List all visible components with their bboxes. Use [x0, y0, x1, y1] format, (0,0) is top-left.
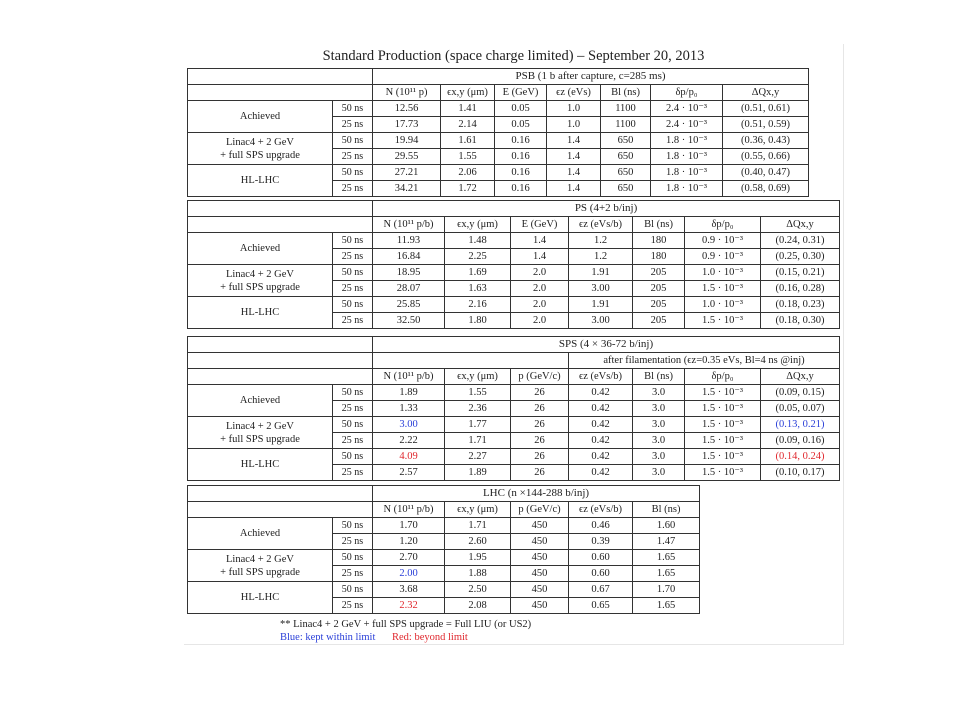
table-cell: 1.4: [511, 249, 569, 265]
table-row: [188, 133, 809, 149]
bunch-spacing-cell: 25 ns: [333, 598, 373, 614]
row-group-label: HL-LHC: [188, 449, 333, 481]
table-cell: 1.4: [547, 133, 601, 149]
table-cell: 27.21: [373, 165, 441, 181]
bunch-spacing-cell: 25 ns: [333, 433, 373, 449]
table-cell: 0.39: [569, 534, 633, 550]
sps-header: SPS (4 × 36-72 b/inj): [373, 337, 840, 353]
bunch-spacing-cell: 50 ns: [333, 165, 373, 181]
column-header: p (GeV/c): [511, 502, 569, 518]
corner-cell: [188, 201, 373, 217]
table-cell: 29.55: [373, 149, 441, 165]
table-cell: 2.70: [373, 550, 445, 566]
table-cell: (0.51, 0.61): [723, 101, 809, 117]
table-cell: 1.65: [633, 598, 700, 614]
legend-blue: Blue: kept within limit: [280, 632, 376, 643]
table-row: [188, 265, 840, 281]
psb-column-header-row: [188, 85, 809, 101]
table-cell: 450: [511, 598, 569, 614]
row-group-label-line: + full SPS upgrade: [220, 566, 300, 578]
column-header: N (10¹¹ p/b): [373, 369, 445, 385]
table-cell: 1.5 · 10⁻³: [685, 313, 761, 329]
table-cell: 1.55: [441, 149, 495, 165]
bunch-spacing-cell: 50 ns: [333, 582, 373, 598]
table-cell: 1.5 · 10⁻³: [685, 401, 761, 417]
lhc-header: LHC (n ×144-288 b/inj): [373, 486, 700, 502]
table-cell: 1.95: [445, 550, 511, 566]
bunch-spacing-cell: 50 ns: [333, 297, 373, 313]
column-header: ΔQx,y: [761, 217, 840, 233]
table-cell: 1.5 · 10⁻³: [685, 417, 761, 433]
table-cell: 1.8 · 10⁻³: [651, 149, 723, 165]
column-header: Bl (ns): [633, 369, 685, 385]
table-cell: 0.42: [569, 417, 633, 433]
table-cell: 26: [511, 465, 569, 481]
table-cell: 2.14: [441, 117, 495, 133]
column-header: Bl (ns): [633, 217, 685, 233]
table-cell: 3.00: [569, 313, 633, 329]
table-cell: 3.00: [569, 281, 633, 297]
table-row: [188, 518, 700, 534]
table-cell: 450: [511, 582, 569, 598]
table-cell: 1.89: [445, 465, 511, 481]
column-header: E (GeV): [511, 217, 569, 233]
table-cell: 1.0: [547, 101, 601, 117]
row-group-label: HL-LHC: [188, 297, 333, 329]
column-header: Bl (ns): [601, 85, 651, 101]
table-cell: 0.9 · 10⁻³: [685, 233, 761, 249]
table-cell: 2.22: [373, 433, 445, 449]
row-group-label-line: Linac4 + 2 GeV: [225, 553, 295, 565]
row-group-label: [188, 550, 333, 582]
row-group-label-line: + full SPS upgrade: [220, 281, 300, 293]
bunch-spacing-cell: 50 ns: [333, 233, 373, 249]
table-cell: 450: [511, 550, 569, 566]
table-cell: 0.42: [569, 385, 633, 401]
bunch-spacing-cell: 25 ns: [333, 117, 373, 133]
table-row: [188, 101, 809, 117]
table-cell: 1.69: [445, 265, 511, 281]
document-page: [184, 44, 844, 645]
corner-cell: [188, 502, 373, 518]
table-cell: 2.27: [445, 449, 511, 465]
table-cell: 1.4: [511, 233, 569, 249]
table-cell: (0.15, 0.21): [761, 265, 840, 281]
table-cell: 205: [633, 265, 685, 281]
bunch-spacing-cell: 25 ns: [333, 313, 373, 329]
ps-header: PS (4+2 b/inj): [373, 201, 840, 217]
table-cell: 1.77: [445, 417, 511, 433]
table-cell: 3.68: [373, 582, 445, 598]
table-cell: 1.61: [441, 133, 495, 149]
bunch-spacing-cell: 50 ns: [333, 417, 373, 433]
table-cell: 2.25: [445, 249, 511, 265]
table-cell: 0.65: [569, 598, 633, 614]
table-cell: 1.4: [547, 149, 601, 165]
row-group-label-line: Linac4 + 2 GeV: [225, 420, 295, 432]
table-cell: (0.10, 0.17): [761, 465, 840, 481]
table-cell: 1.5 · 10⁻³: [685, 281, 761, 297]
row-group-label-line: Linac4 + 2 GeV: [225, 136, 295, 148]
table-cell: 1.41: [441, 101, 495, 117]
table-cell: 1.8 · 10⁻³: [651, 133, 723, 149]
bunch-spacing-cell: 50 ns: [333, 550, 373, 566]
legend-red: Red: beyond limit: [392, 632, 468, 643]
bunch-spacing-cell: 25 ns: [333, 465, 373, 481]
table-cell: 2.60: [445, 534, 511, 550]
table-cell: 34.21: [373, 181, 441, 197]
footnotes: [280, 618, 531, 644]
row-group-label: [188, 265, 333, 297]
table-cell: 650: [601, 165, 651, 181]
bunch-spacing-cell: 25 ns: [333, 149, 373, 165]
bunch-spacing-cell: 50 ns: [333, 133, 373, 149]
ps-table: [187, 200, 840, 329]
column-header: δp/p₀: [685, 369, 761, 385]
table-cell: 2.0: [511, 265, 569, 281]
table-cell: 26: [511, 417, 569, 433]
table-cell: (0.25, 0.30): [761, 249, 840, 265]
psb-header: PSB (1 b after capture, c=285 ms): [373, 69, 809, 85]
table-cell: 1.8 · 10⁻³: [651, 181, 723, 197]
table-cell: 0.16: [495, 181, 547, 197]
table-cell: 0.16: [495, 133, 547, 149]
table-cell: 205: [633, 297, 685, 313]
table-cell: 1.70: [373, 518, 445, 534]
corner-cell: [188, 369, 373, 385]
table-cell: 1.0: [547, 117, 601, 133]
column-header: E (GeV): [495, 85, 547, 101]
corner-cell: [188, 69, 373, 85]
table-cell: 1.80: [445, 313, 511, 329]
corner-cell: [188, 486, 373, 502]
table-cell: 0.16: [495, 165, 547, 181]
table-cell: (0.16, 0.28): [761, 281, 840, 297]
lhc-table: [187, 485, 700, 614]
table-cell: 650: [601, 181, 651, 197]
table-cell: 0.16: [495, 149, 547, 165]
table-cell: 1.2: [569, 249, 633, 265]
table-cell: 2.36: [445, 401, 511, 417]
table-cell: 1.8 · 10⁻³: [651, 165, 723, 181]
table-cell: 1.88: [445, 566, 511, 582]
sps-table: [187, 336, 840, 481]
table-cell: 1.0 · 10⁻³: [685, 297, 761, 313]
table-cell: (0.05, 0.07): [761, 401, 840, 417]
row-group-label: HL-LHC: [188, 582, 333, 614]
bunch-spacing-cell: 25 ns: [333, 566, 373, 582]
table-cell: 1.55: [445, 385, 511, 401]
bunch-spacing-cell: 50 ns: [333, 449, 373, 465]
table-cell: (0.58, 0.69): [723, 181, 809, 197]
table-cell: 205: [633, 281, 685, 297]
sps-column-header-row: [188, 369, 840, 385]
table-cell: 3.0: [633, 433, 685, 449]
lhc-column-header-row: [188, 502, 700, 518]
corner-cell: [188, 353, 373, 369]
table-cell: 1.5 · 10⁻³: [685, 449, 761, 465]
table-cell: (0.36, 0.43): [723, 133, 809, 149]
bunch-spacing-cell: 50 ns: [333, 265, 373, 281]
table-cell: 26: [511, 449, 569, 465]
footnote-text: ** Linac4 + 2 GeV + full SPS upgrade = Full LIU (or US2): [280, 619, 532, 630]
table-cell: 1.48: [445, 233, 511, 249]
table-cell: 0.60: [569, 550, 633, 566]
table-cell: 1.2: [569, 233, 633, 249]
sps-sub-row: [188, 353, 840, 369]
table-cell: 1.5 · 10⁻³: [685, 385, 761, 401]
table-cell: 18.95: [373, 265, 445, 281]
row-group-label-line: Linac4 + 2 GeV: [225, 268, 295, 280]
table-cell: 32.50: [373, 313, 445, 329]
table-cell: 19.94: [373, 133, 441, 149]
table-cell: 11.93: [373, 233, 445, 249]
table-cell: 2.0: [511, 313, 569, 329]
table-cell: (0.18, 0.30): [761, 313, 840, 329]
column-header: δp/p₀: [685, 217, 761, 233]
bunch-spacing-cell: 50 ns: [333, 518, 373, 534]
table-cell: 1.20: [373, 534, 445, 550]
table-cell: 1.63: [445, 281, 511, 297]
table-row: [188, 165, 809, 181]
table-cell: 180: [633, 249, 685, 265]
row-group-label: [188, 133, 333, 165]
row-group-label: [188, 417, 333, 449]
table-cell: 2.16: [445, 297, 511, 313]
table-cell: 205: [633, 313, 685, 329]
table-cell: (0.55, 0.66): [723, 149, 809, 165]
column-header: ϵz (eVs): [547, 85, 601, 101]
table-cell: 1.71: [445, 433, 511, 449]
table-cell: (0.24, 0.31): [761, 233, 840, 249]
sps-subheader: after filamentation (ϵz=0.35 eVs, Bl=4 ns @inj): [569, 353, 840, 369]
table-cell: (0.51, 0.59): [723, 117, 809, 133]
table-cell: 1.4: [547, 181, 601, 197]
table-row: [188, 417, 840, 433]
table-cell: 1.91: [569, 265, 633, 281]
table-cell: 650: [601, 133, 651, 149]
table-row: [188, 297, 840, 313]
table-cell: 1.71: [445, 518, 511, 534]
table-cell: 26: [511, 401, 569, 417]
table-cell: 4.09: [373, 449, 445, 465]
empty-cell: [373, 353, 569, 369]
table-cell: 12.56: [373, 101, 441, 117]
table-cell: 3.0: [633, 385, 685, 401]
page-title: Standard Production (space charge limited) – September 20, 2013: [322, 48, 705, 64]
table-cell: (0.18, 0.23): [761, 297, 840, 313]
row-group-label: Achieved: [188, 233, 333, 265]
column-header: ϵz (eVs/b): [569, 502, 633, 518]
column-header: N (10¹¹ p): [373, 85, 441, 101]
table-cell: 3.0: [633, 417, 685, 433]
lhc-title-row: [188, 486, 700, 502]
column-header: ϵz (eVs/b): [569, 369, 633, 385]
table-cell: 0.42: [569, 401, 633, 417]
table-cell: 17.73: [373, 117, 441, 133]
table-cell: 2.50: [445, 582, 511, 598]
bunch-spacing-cell: 25 ns: [333, 249, 373, 265]
bunch-spacing-cell: 25 ns: [333, 181, 373, 197]
column-header: δp/p₀: [651, 85, 723, 101]
table-cell: 1100: [601, 117, 651, 133]
table-cell: 26: [511, 433, 569, 449]
table-cell: (0.13, 0.21): [761, 417, 840, 433]
column-header: ϵx,y (μm): [445, 217, 511, 233]
table-cell: 2.08: [445, 598, 511, 614]
table-cell: 3.0: [633, 401, 685, 417]
table-cell: 650: [601, 149, 651, 165]
table-cell: 1.5 · 10⁻³: [685, 465, 761, 481]
table-cell: 3.00: [373, 417, 445, 433]
table-cell: 3.0: [633, 465, 685, 481]
table-cell: 2.57: [373, 465, 445, 481]
table-cell: 26: [511, 385, 569, 401]
psb-table: [187, 68, 809, 197]
bunch-spacing-cell: 25 ns: [333, 281, 373, 297]
table-cell: 0.05: [495, 101, 547, 117]
table-cell: (0.40, 0.47): [723, 165, 809, 181]
table-cell: 1.65: [633, 566, 700, 582]
table-cell: 0.60: [569, 566, 633, 582]
table-cell: 1.72: [441, 181, 495, 197]
row-group-label: HL-LHC: [188, 165, 333, 197]
table-cell: 1.47: [633, 534, 700, 550]
column-header: N (10¹¹ p/b): [373, 502, 445, 518]
column-header: ϵz (eVs/b): [569, 217, 633, 233]
table-row: [188, 233, 840, 249]
table-cell: 0.9 · 10⁻³: [685, 249, 761, 265]
table-cell: 16.84: [373, 249, 445, 265]
table-cell: 1.33: [373, 401, 445, 417]
ps-column-header-row: [188, 217, 840, 233]
column-header: p (GeV/c): [511, 369, 569, 385]
bunch-spacing-cell: 25 ns: [333, 534, 373, 550]
row-group-label: Achieved: [188, 101, 333, 133]
table-cell: 1.4: [547, 165, 601, 181]
table-cell: 0.42: [569, 465, 633, 481]
column-header: Bl (ns): [633, 502, 700, 518]
table-cell: 2.00: [373, 566, 445, 582]
table-cell: 0.05: [495, 117, 547, 133]
column-header: ϵx,y (μm): [445, 502, 511, 518]
table-cell: 0.67: [569, 582, 633, 598]
column-header: ϵx,y (μm): [445, 369, 511, 385]
row-group-label-line: + full SPS upgrade: [220, 149, 300, 161]
table-cell: 2.4 · 10⁻³: [651, 117, 723, 133]
bunch-spacing-cell: 25 ns: [333, 401, 373, 417]
column-header: ϵx,y (μm): [441, 85, 495, 101]
table-cell: 0.42: [569, 433, 633, 449]
table-row: [188, 449, 840, 465]
table-cell: 450: [511, 518, 569, 534]
table-cell: 0.46: [569, 518, 633, 534]
bunch-spacing-cell: 50 ns: [333, 385, 373, 401]
row-group-label-line: + full SPS upgrade: [220, 433, 300, 445]
table-cell: 2.0: [511, 297, 569, 313]
corner-cell: [188, 85, 373, 101]
column-header: ΔQx,y: [723, 85, 809, 101]
psb-title-row: [188, 69, 809, 85]
table-cell: 2.32: [373, 598, 445, 614]
table-cell: 180: [633, 233, 685, 249]
corner-cell: [188, 217, 373, 233]
table-cell: 1.89: [373, 385, 445, 401]
table-cell: (0.09, 0.15): [761, 385, 840, 401]
table-cell: (0.09, 0.16): [761, 433, 840, 449]
table-cell: 1.91: [569, 297, 633, 313]
ps-title-row: [188, 201, 840, 217]
table-cell: 450: [511, 566, 569, 582]
sps-title-row: [188, 337, 840, 353]
table-cell: 1.70: [633, 582, 700, 598]
table-cell: 450: [511, 534, 569, 550]
table-row: [188, 550, 700, 566]
row-group-label: Achieved: [188, 385, 333, 417]
table-row: [188, 385, 840, 401]
table-cell: 28.07: [373, 281, 445, 297]
bunch-spacing-cell: 50 ns: [333, 101, 373, 117]
table-row: [188, 582, 700, 598]
column-header: N (10¹¹ p/b): [373, 217, 445, 233]
table-cell: 1.65: [633, 550, 700, 566]
table-cell: 1.5 · 10⁻³: [685, 433, 761, 449]
table-cell: 2.0: [511, 281, 569, 297]
table-cell: 0.42: [569, 449, 633, 465]
table-cell: 3.0: [633, 449, 685, 465]
table-cell: 25.85: [373, 297, 445, 313]
table-cell: 2.4 · 10⁻³: [651, 101, 723, 117]
table-cell: 1.60: [633, 518, 700, 534]
row-group-label: Achieved: [188, 518, 333, 550]
table-cell: 2.06: [441, 165, 495, 181]
table-cell: (0.14, 0.24): [761, 449, 840, 465]
corner-cell: [188, 337, 373, 353]
table-cell: 1.0 · 10⁻³: [685, 265, 761, 281]
table-cell: 1100: [601, 101, 651, 117]
column-header: ΔQx,y: [761, 369, 840, 385]
